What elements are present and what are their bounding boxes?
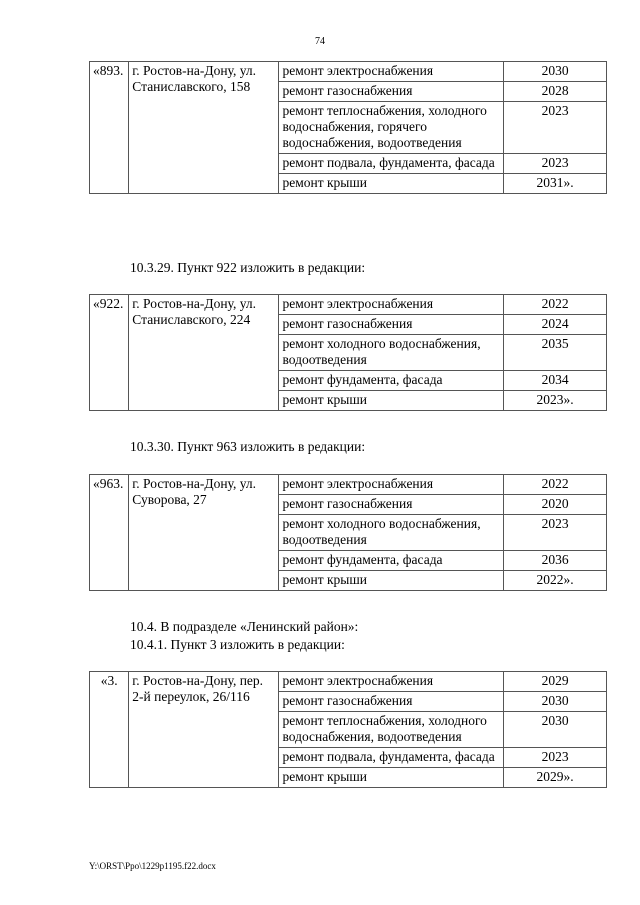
work-type: ремонт подвала, фундамента, фасада <box>279 154 504 174</box>
item-address: г. Ростов-на-Дону, ул. Станиславского, 224 <box>129 295 279 411</box>
work-year: 2023 <box>504 515 607 551</box>
work-year: 2030 <box>504 692 607 712</box>
work-type: ремонт подвала, фундамента, фасада <box>279 748 504 768</box>
work-type: ремонт фундамента, фасада <box>279 371 504 391</box>
work-year: 2035 <box>504 335 607 371</box>
work-year: 2029». <box>504 768 607 788</box>
item-number: «893. <box>90 62 129 194</box>
work-year: 2023 <box>504 748 607 768</box>
work-year: 2036 <box>504 551 607 571</box>
work-year: 2023». <box>504 391 607 411</box>
work-year: 2030 <box>504 62 607 82</box>
work-type: ремонт электроснабжения <box>279 62 504 82</box>
table-item-922 <box>89 294 607 411</box>
work-type: ремонт холодного водоснабжения, водоотведения <box>279 515 504 551</box>
work-type: ремонт газоснабжения <box>279 495 504 515</box>
paragraph-10-3-29: 10.3.29. Пункт 922 изложить в редакции: <box>130 260 366 275</box>
work-type: ремонт крыши <box>279 571 504 591</box>
paragraph-10-4: 10.4. В подразделе «Ленинский район»: <box>130 619 359 634</box>
work-type: ремонт крыши <box>279 768 504 788</box>
page-number: 74 <box>315 36 325 47</box>
work-year: 2020 <box>504 495 607 515</box>
work-type: ремонт электроснабжения <box>279 295 504 315</box>
work-type: ремонт газоснабжения <box>279 82 504 102</box>
work-year: 2030 <box>504 712 607 748</box>
work-type: ремонт электроснабжения <box>279 475 504 495</box>
file-path-footer: Y:\ORST\Ppo\1229p1195.f22.docx <box>89 861 216 871</box>
table-item-963 <box>89 474 607 591</box>
work-type: ремонт электроснабжения <box>279 672 504 692</box>
work-year: 2022 <box>504 295 607 315</box>
table-row <box>90 295 607 315</box>
work-year: 2034 <box>504 371 607 391</box>
item-number: «922. <box>90 295 129 411</box>
work-type: ремонт крыши <box>279 391 504 411</box>
work-type: ремонт крыши <box>279 174 504 194</box>
table-row <box>90 62 607 82</box>
work-year: 2022». <box>504 571 607 591</box>
work-year: 2029 <box>504 672 607 692</box>
work-type: ремонт теплоснабжения, холодного водоснабжения, водоотведения <box>279 712 504 748</box>
item-number: «963. <box>90 475 129 591</box>
table-row <box>90 672 607 692</box>
item-address: г. Ростов-на-Дону, ул. Станиславского, 158 <box>129 62 279 194</box>
work-type: ремонт холодного водоснабжения, водоотведения <box>279 335 504 371</box>
work-type: ремонт фундамента, фасада <box>279 551 504 571</box>
work-year: 2028 <box>504 82 607 102</box>
work-year: 2031». <box>504 174 607 194</box>
table-row <box>90 475 607 495</box>
table-item-3 <box>89 671 607 788</box>
work-year: 2024 <box>504 315 607 335</box>
work-type: ремонт газоснабжения <box>279 315 504 335</box>
work-year: 2023 <box>504 154 607 174</box>
item-address: г. Ростов-на-Дону, пер. 2-й переулок, 26/116 <box>129 672 279 788</box>
work-type: ремонт газоснабжения <box>279 692 504 712</box>
work-type: ремонт теплоснабжения, холодного водоснабжения, горячего водоснабжения, водоотведения <box>279 102 504 154</box>
table-item-893 <box>89 61 607 194</box>
paragraph-10-3-30: 10.3.30. Пункт 963 изложить в редакции: <box>130 439 366 454</box>
paragraph-10-4-1: 10.4.1. Пункт 3 изложить в редакции: <box>130 637 345 652</box>
work-year: 2022 <box>504 475 607 495</box>
item-number: «3. <box>90 672 129 788</box>
item-address: г. Ростов-на-Дону, ул. Суворова, 27 <box>129 475 279 591</box>
work-year: 2023 <box>504 102 607 154</box>
